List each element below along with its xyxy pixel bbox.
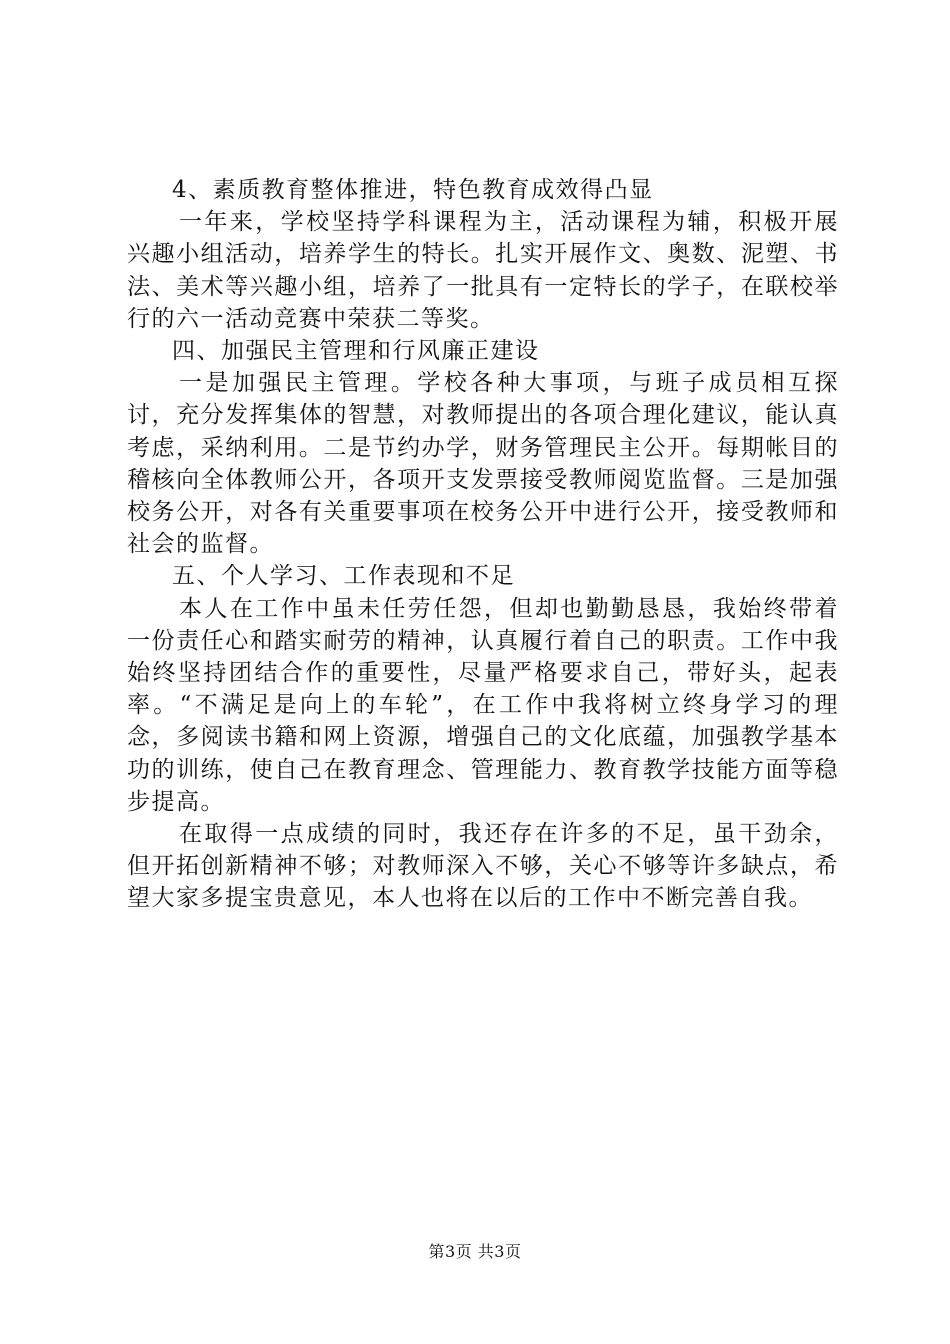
document-body [127,174,839,915]
paragraph-shortcomings: 在取得一点成绩的同时，我还存在许多的不足，虽干劲余，但开拓创新精神不够；对教师深入不够，关心不够等许多缺点，希望大家多提宝贵意见，本人也将在以后的工作中不断完善自我。 [127,821,839,912]
section-heading-personal-study: 五、个人学习、工作表现和不足 [172,563,515,590]
page-number-footer: 第3页 共3页 [428,1242,522,1261]
paragraph-interest-groups: 一年来，学校坚持学科课程为主，活动课程为辅，积极开展兴趣小组活动，培养学生的特长。扎实开展作文、奥数、泥塑、书法、美术等兴趣小组，培养了一批具有一定特长的学子，在联校举行的六一活动竞赛中荣获二等奖。 [127,209,839,332]
section-heading-quality-education: 4、素质教育整体推进，特色教育成效得凸显 [172,177,654,203]
paragraph-democratic-management: 一是加强民主管理。学校各种大事项，与班子成员相互探讨，充分发挥集体的智慧，对教师提出的各项合理化建议，能认真考虑，采纳利用。二是节约办学，财务管理民主公开。每期帐目的稽核向全体教师公开，各项开支发票接受教师阅览监督。三是加强校务公开，对各有关重要事项在校务公开中进行公开，接受教师和社会的监督。 [127,370,839,558]
section-heading-democratic-management: 四、加强民主管理和行风廉正建设 [172,338,540,365]
paragraph-personal-performance: 本人在工作中虽未任劳任怨，但却也勤勤恳恳，我始终带着一份责任心和踏实耐劳的精神，认真履行着自己的职责。工作中我始终坚持团结合作的重要性，尽量严格要求自己，带好头，起表率。“不满足是向上的车轮”，在工作中我将树立终身学习的理念，多阅读书籍和网上资源，增强自己的文化底蕴，加强教学基本功的训练，使自己在教育理念、管理能力、教育教学技能方面等稳步提高。 [127,595,839,815]
